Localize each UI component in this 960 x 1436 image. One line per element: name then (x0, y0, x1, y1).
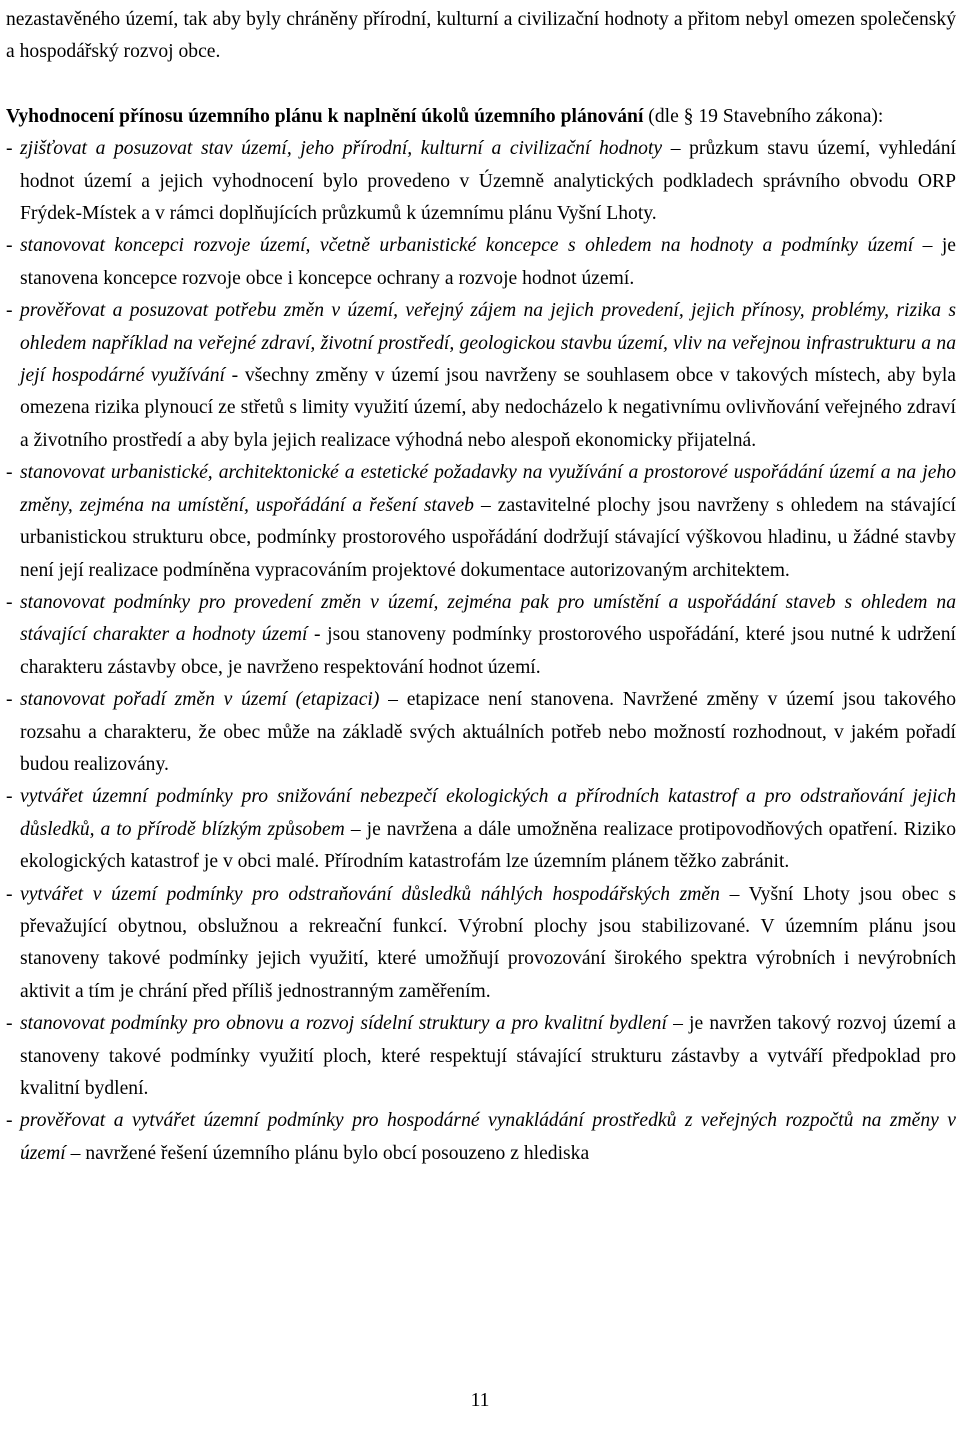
list-dash: - (6, 1110, 13, 1132)
list-item-task: stanovovat podmínky pro provedení změn v území, zejména pak pro umístění a uspořádání staveb s ohledem na stávající charakter a hodnoty území (20, 591, 956, 646)
section-heading (6, 101, 956, 133)
list-item-task: stanovovat koncepci rozvoje území, včetně urbanistické koncepce s ohledem na hodnoty a podmínky území (20, 235, 914, 257)
list-item (6, 133, 956, 230)
list-item-task: prověřovat a vytvářet územní podmínky pro hospodárné vynakládání prostředků z veřejných rozpočtů na změny v území (20, 1110, 956, 1164)
list-item (6, 1008, 956, 1105)
list-dash: - (6, 462, 13, 484)
list-item-evaluation: – průzkum stavu území, vyhledání hodnot území a jejich vyhodnocení bylo provedeno v Územně analytických podkladech správního obvodu ORP Frýdek-Místek a v rámci doplňujících průzkumů k územnímu plánu Vyšní Lhoty. (20, 138, 956, 225)
list-item (6, 457, 956, 587)
list-item-evaluation: – je navržen takový rozvoj území a stanoveny takové podmínky využití ploch, které respektují stávající strukturu zástavby a vytváří předpoklad pro kvalitní bydlení. (20, 1013, 957, 1099)
list-item-evaluation: - všechny změny v území jsou navrženy se souhlasem obce v takových místech, aby byla omezena rizika plynoucí ze střetů s limity využití území, aby nedocházelo k negativnímu ovlivňování veřejného zdraví a životního prostředí a aby byla jejich realizace výhodná nebo alespoň ekonomicky přijatelná. (20, 365, 957, 451)
intro-paragraph: nezastavěného území, tak aby byly chráněny přírodní, kulturní a civilizační hodnoty a přitom nebyl omezen společenský a hospodářský rozvoj obce. (6, 9, 956, 63)
list-item-evaluation: – je navržena a dále umožněna realizace protipovodňových opatření. Riziko ekologických katastrof je v obci malé. Přírodním katastrofám lze územním plánem těžko zabránit. (20, 818, 956, 873)
list-item (6, 230, 956, 295)
list-dash: - (6, 1013, 13, 1035)
list-item-evaluation: – je stanovena koncepce rozvoje obce i koncepce ochrany a rozvoje hodnot území. (20, 235, 957, 289)
list-item-evaluation: – zastavitelné plochy jsou navrženy s ohledem na stávající urbanistickou strukturu obce, podmínky prostorového uspořádání dodržují stávající výškovou hladinu, u žádné stavby není její realizace podmíněna vypracováním projektové dokumentace autorizovaným architektem. (20, 494, 956, 581)
section-heading-bold: Vyhodnocení přínosu územního plánu k naplnění úkolů územního plánování (6, 105, 644, 127)
list-dash: - (6, 138, 13, 160)
list-item (6, 781, 956, 878)
task-list (6, 133, 956, 1170)
list-item-task: stanovovat urbanistické, architektonické a estetické požadavky na využívání a prostorové uspořádání území a na jeho změny, zejména na umístění, uspořádání a řešení staveb (20, 462, 956, 516)
list-item-task: zjišťovat a posuzovat stav území, jeho přírodní, kulturní a civilizační hodnoty (20, 138, 663, 160)
document-page (6, 4, 956, 1170)
list-dash: - (6, 689, 13, 711)
list-item-task: stanovovat podmínky pro obnovu a rozvoj sídelní struktury a pro kvalitní bydlení (20, 1013, 667, 1035)
list-item-task: stanovovat pořadí změn v území (etapizaci) (20, 689, 380, 711)
section-heading-rest: (dle § 19 Stavebního zákona): (643, 105, 884, 127)
list-dash: - (6, 591, 13, 613)
list-item (6, 684, 956, 781)
list-item-task: prověřovat a posuzovat potřebu změn v území, veřejný zájem na jejich provedení, jejich přínosy, problémy, rizika s ohledem například na veřejné zdraví, životní prostředí, geologickou stavbu území, vliv na veřejnou infrastrukturu a na její hospodárné využívání (20, 300, 956, 387)
list-item-task: vytvářet územní podmínky pro snižování nebezpečí ekologických a přírodních katastrof a pro odstraňování jejich důsledků, a to přírodě blízkým způsobem (20, 786, 956, 840)
list-item-task: vytvářet v území podmínky pro odstraňování důsledků náhlých hospodářských změn (20, 883, 720, 905)
list-item-evaluation: - jsou stanoveny podmínky prostorového uspořádání, které jsou nutné k udržení charakteru zástavby obce, je navrženo respektování hodnot území. (20, 624, 956, 678)
list-item-evaluation: – etapizace není stanovena. Navržené změny v území jsou takového rozsahu a charakteru, že obec může na základě svých aktuálních potřeb nebo možností rozhodnout, v jakém pořadí budou realizovány. (20, 689, 956, 775)
page-number: 11 (470, 1390, 490, 1411)
list-dash: - (6, 300, 13, 322)
list-item (6, 879, 956, 1009)
list-dash: - (6, 883, 13, 905)
list-item (6, 1105, 956, 1170)
list-item (6, 295, 956, 457)
list-dash: - (6, 786, 13, 808)
list-item (6, 587, 956, 684)
list-item-evaluation: – navržené řešení územního plánu bylo obcí posouzeno z hlediska (65, 1142, 590, 1164)
list-item-evaluation: – Vyšní Lhoty jsou obec s převažující obytnou, obslužnou a rekreační funkcí. Výrobní plochy jsou stabilizované. V územním plánu jsou stanoveny takové podmínky jejich využití, které umožňují provozování širokého spektra výrobních i nevýrobních aktivit a tím je chrání před příliš jednostranným zaměřením. (20, 883, 957, 1002)
list-dash: - (6, 235, 13, 257)
